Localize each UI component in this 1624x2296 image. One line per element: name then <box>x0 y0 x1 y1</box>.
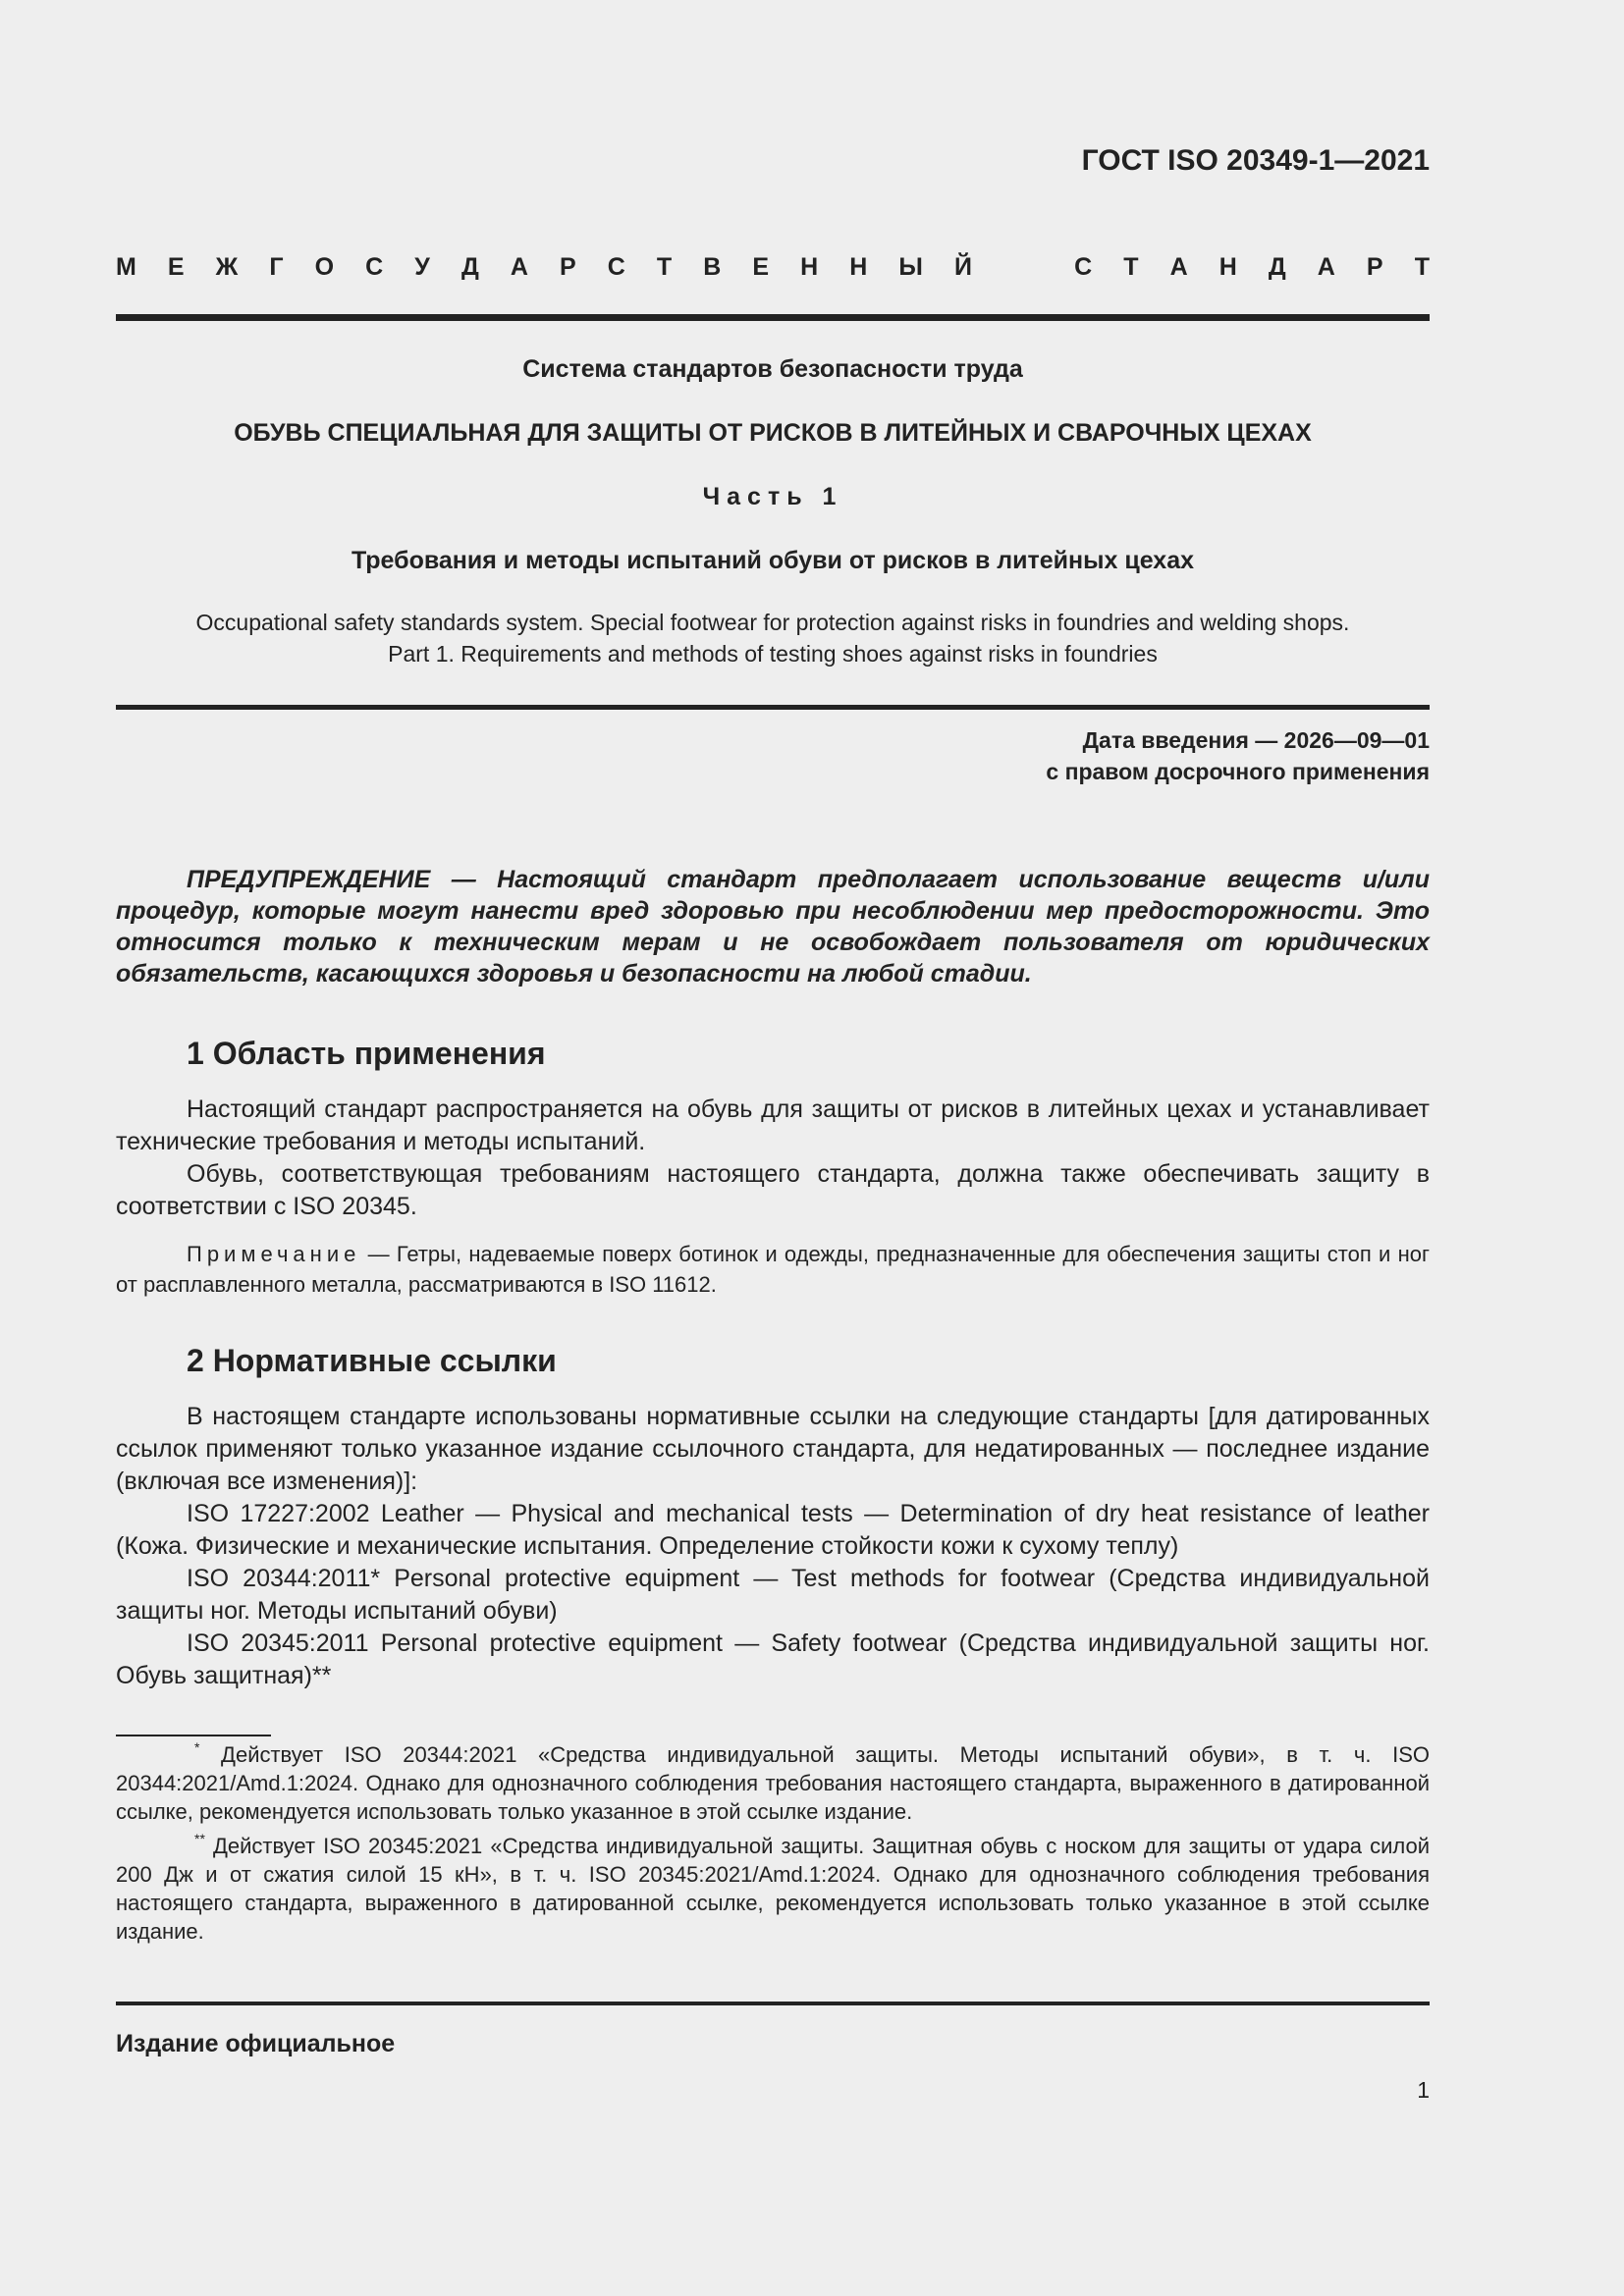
reference-item: ISO 20345:2011 Personal protective equipment — Safety footwear (Средства индивидуальной защиты ног. Обувь защитная)** <box>116 1629 1430 1689</box>
system-title: Система стандартов безопасности труда <box>522 355 1023 383</box>
standard-banner <box>116 253 1430 282</box>
reference-item: ISO 17227:2002 Leather — Physical and mechanical tests — Determination of dry heat resistance of leather (Кожа. Физические и механические испытания. Определение стойкости кожи к сухому теплу) <box>116 1500 1430 1560</box>
warning-paragraph: ПРЕДУПРЕЖДЕНИЕ — Настоящий стандарт предполагает использование веществ и/или процедур, которые могут нанести вред здоровью при несоблюдении мер предосторожности. Это относится только к техническим мерам и не освобождает пользователя от юридических обязательств, касающихся здоровья и безопасности на любой стадии. <box>116 866 1430 988</box>
part-heading: Часть 1 <box>702 483 843 510</box>
banner-letter: М <box>116 253 136 281</box>
paragraph: В настоящем стандарте использованы нормативные ссылки на следующие стандарты [для датированных ссылок применяют только указанное издание ссылочного стандарта, для недатированных — последнее издание (включая все изменения)]: <box>116 1403 1430 1495</box>
section-1-note <box>116 1239 1430 1300</box>
banner-letter: Т <box>656 253 673 281</box>
title-rule <box>116 705 1430 710</box>
note-label: Примечание <box>187 1242 361 1266</box>
banner-letter: Н <box>1218 253 1237 281</box>
early-use-note: с правом досрочного применения <box>1046 759 1430 784</box>
gost-number: ГОСТ ISO 20349-1—2021 <box>1081 144 1430 177</box>
main-title: ОБУВЬ СПЕЦИАЛЬНАЯ ДЛЯ ЗАЩИТЫ ОТ РИСКОВ В ЛИТЕЙНЫХ И СВАРОЧНЫХ ЦЕХАХ <box>234 419 1312 447</box>
english-title-line: Part 1. Requirements and methods of testing shoes against risks in foundries <box>388 641 1158 667</box>
banner-letter: У <box>414 253 430 281</box>
section-1-body <box>116 1094 1430 1223</box>
banner-letter: Р <box>1366 253 1383 281</box>
header-rule <box>116 314 1430 321</box>
banner-letter: Г <box>269 253 284 281</box>
reference-item: ISO 20344:2011* Personal protective equipment — Test methods for footwear (Средства индивидуальной защиты ног. Методы испытаний обуви) <box>116 1565 1430 1625</box>
banner-letter: В <box>703 253 722 281</box>
footnote-separator <box>116 1735 271 1736</box>
section-1-heading: 1 Область применения <box>187 1036 546 1071</box>
banner-letter: А <box>510 253 528 281</box>
part-title: Требования и методы испытаний обуви от рисков в литейных цехах <box>351 547 1195 574</box>
banner-letter: С <box>1074 253 1093 281</box>
banner-letter: Е <box>752 253 770 281</box>
footer-rule <box>116 2002 1430 2005</box>
footnotes <box>116 1740 1430 1951</box>
banner-letter: Р <box>559 253 576 281</box>
official-edition-label: Издание официальное <box>116 2030 396 2057</box>
footnote-text: Действует ISO 20344:2021 «Средства индивидуальной защиты. Методы испытаний обуви», в т. ч. ISO 20344:2021/Amd.1:2024. Однако для однозначного соблюдения требования настоящего стандарта, выраженного в датированной ссылке, рекомендуется использовать только указанное в этой ссылке издание. <box>116 1742 1430 1824</box>
footnote-text: Действует ISO 20345:2021 «Средства индивидуальной защиты. Защитная обувь с носком для защиты от удара силой 200 Дж и от сжатия силой 15 кН», в т. ч. ISO 20345:2021/Amd.1:2024. Однако для однозначного соблюдения требования настоящего стандарта, выраженного в датированной ссылке, рекомендуется использовать только указанное в этой ссылке издание. <box>116 1834 1430 1944</box>
english-title-line: Occupational safety standards system. Special footwear for protection against risks in foundries and welding shops. <box>195 610 1350 635</box>
banner-letter: Д <box>460 253 479 281</box>
banner-word-gap <box>1003 253 1043 282</box>
footnote <box>116 1832 1430 1946</box>
paragraph: Обувь, соответствующая требованиям настоящего стандарта, должна также обеспечивать защиту в соответствии с ISO 20345. <box>116 1160 1430 1220</box>
banner-letter: Д <box>1268 253 1286 281</box>
page-number: 1 <box>1417 2077 1430 2103</box>
banner-letter: С <box>607 253 625 281</box>
banner-letter: Н <box>849 253 868 281</box>
paragraph: Настоящий стандарт распространяется на обувь для защиты от рисков в литейных цехах и устанавливает технические требования и методы испытаний. <box>116 1095 1430 1155</box>
banner-letter: Н <box>800 253 819 281</box>
banner-letter: Е <box>167 253 185 281</box>
section-2-body <box>116 1401 1430 1692</box>
english-title <box>116 607 1430 669</box>
note-text: — Гетры, надеваемые поверх ботинок и одежды, предназначенные для обеспечения защиты стоп и ног от расплавленного металла, рассматриваются в ISO 11612. <box>116 1242 1430 1297</box>
introduction-date: Дата введения — 2026—09—01 <box>1082 727 1430 753</box>
banner-letter: А <box>1169 253 1188 281</box>
introduction-date-block <box>1046 724 1430 787</box>
banner-letter: О <box>314 253 335 281</box>
footnote-mark: ** <box>194 1831 205 1846</box>
section-2-heading: 2 Нормативные ссылки <box>187 1343 557 1378</box>
banner-letter: Т <box>1414 253 1430 281</box>
banner-letter: Ы <box>898 253 923 281</box>
banner-letter: Т <box>1123 253 1139 281</box>
footnote <box>116 1740 1430 1826</box>
banner-letter: А <box>1317 253 1335 281</box>
banner-letter: Й <box>953 253 972 281</box>
banner-letter: Ж <box>215 253 239 281</box>
footnote-mark: * <box>194 1739 200 1755</box>
banner-letter: С <box>365 253 384 281</box>
